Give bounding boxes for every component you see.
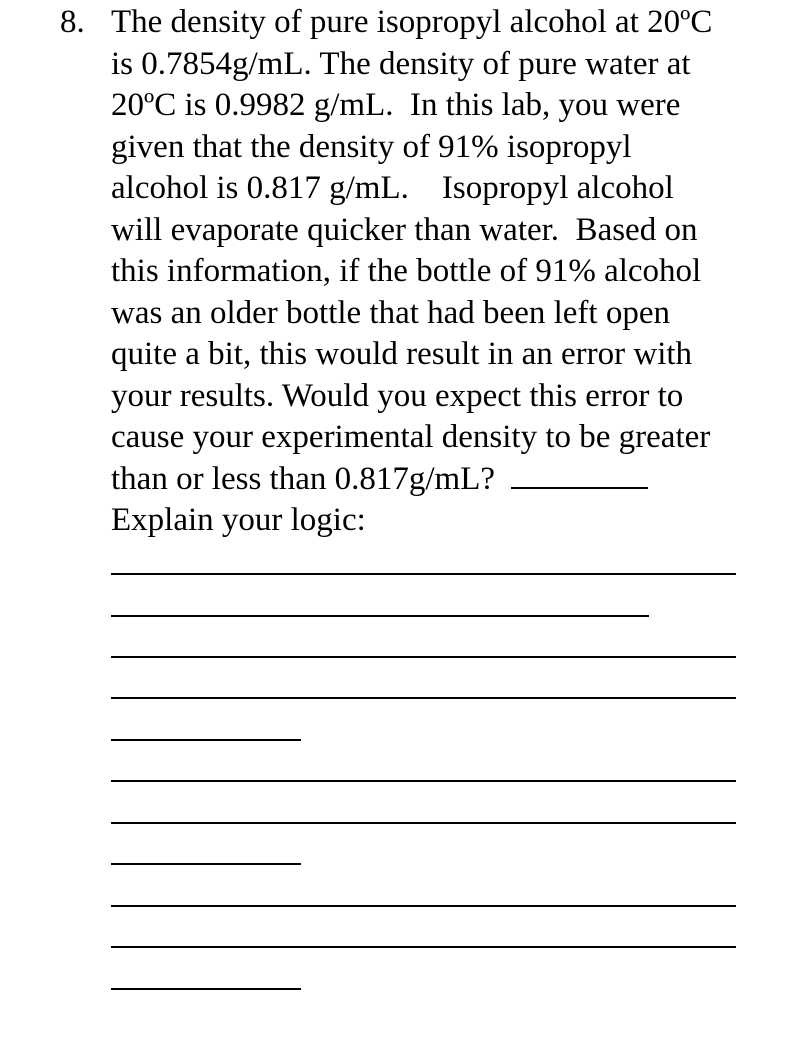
question-line: The density of pure isopropyl alcohol at 20ºC: [111, 4, 713, 40]
answer-line[interactable]: [111, 656, 736, 658]
answer-line[interactable]: [111, 905, 736, 907]
question-line: quite a bit, this would result in an error with: [111, 336, 693, 372]
question-line-with-blank: [111, 459, 771, 501]
question-line: your results. Would you expect this error to: [111, 377, 684, 414]
question-line: cause your experimental density to be greater: [111, 419, 711, 455]
question-line: alcohol is 0.817 g/mL. Isopropyl alcohol: [111, 170, 674, 206]
question-text: [111, 2, 771, 542]
question-line-text: than or less than 0.817g/mL?: [111, 460, 496, 497]
question-line: was an older bottle that had been left open: [111, 294, 670, 331]
answer-line[interactable]: [111, 615, 649, 617]
question-line: 20ºC is 0.9982 g/mL. In this lab, you were: [111, 87, 681, 123]
answer-blank-greater-or-less[interactable]: [511, 459, 648, 489]
question-line: this information, if the bottle of 91% alcohol: [111, 253, 702, 289]
answer-line[interactable]: [111, 697, 736, 699]
question-line: given that the density of 91% isopropyl: [111, 128, 632, 165]
question-number: 8.: [60, 4, 85, 40]
answer-line[interactable]: [111, 739, 301, 741]
answer-line[interactable]: [111, 573, 736, 575]
question-line: Explain your logic:: [111, 502, 366, 538]
answer-line[interactable]: [111, 988, 301, 990]
question-line: will evaporate quicker than water. Based on: [111, 211, 698, 248]
answer-line[interactable]: [111, 780, 736, 782]
answer-line[interactable]: [111, 863, 301, 865]
question-line: is 0.7854g/mL. The density of pure water at: [111, 45, 691, 82]
answer-line[interactable]: [111, 946, 736, 948]
answer-line[interactable]: [111, 822, 736, 824]
